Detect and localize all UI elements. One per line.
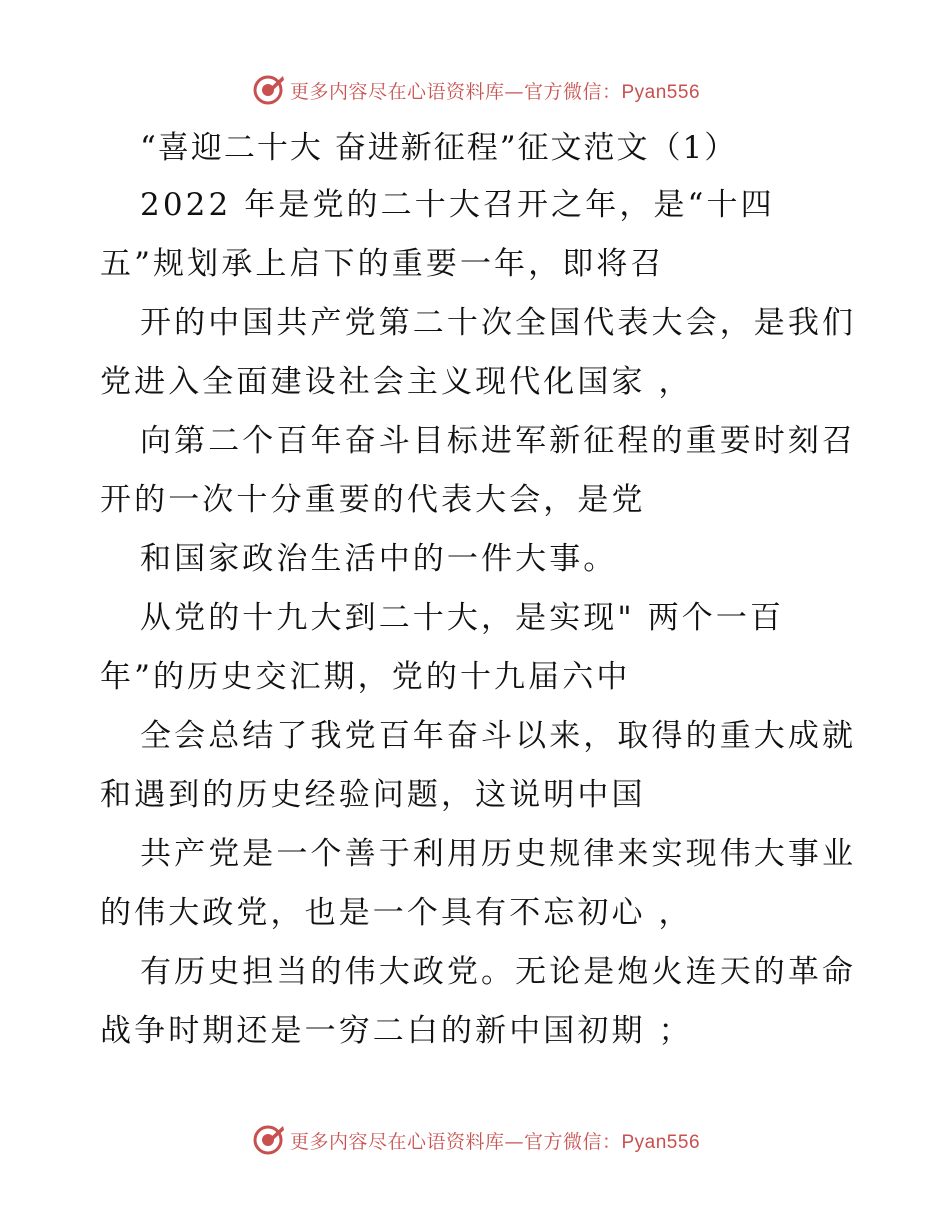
body-line: 党进入全面建设社会主义现代化国家 ，: [100, 364, 693, 400]
body-line: 战争时期还是一穷二白的新中国初期 ；: [100, 1013, 693, 1049]
banner-text: 更多内容尽在心语资料库—官方微信：Pyan556: [289, 80, 701, 103]
wechat-id: Pyan556: [621, 81, 701, 103]
document-title: “喜迎二十大 奋进新征程”征文范文（1）: [140, 130, 738, 166]
body-line: 和国家政治生活中的一件大事。: [140, 541, 618, 577]
body-line: 年”的历史交汇期，党的十九届六中: [100, 659, 631, 695]
body-line: 五”规划承上启下的重要一年，即将召: [100, 246, 665, 282]
body-line: 2022 年是党的二十大召开之年，是“十四: [140, 187, 775, 223]
body-line: 开的一次十分重要的代表大会，是党: [100, 482, 646, 518]
body-line: 全会总结了我党百年奋斗以来，取得的重大成就: [140, 718, 857, 754]
footer-banner: [0, 1120, 950, 1160]
banner-text: 更多内容尽在心语资料库—官方微信：Pyan556: [289, 1130, 701, 1153]
body-line: 的伟大政党，也是一个具有不忘初心 ，: [100, 895, 693, 931]
body-line: 向第二个百年奋斗目标进军新征程的重要时刻召: [140, 423, 857, 459]
header-banner: [0, 70, 950, 110]
wechat-id: Pyan556: [621, 1131, 701, 1153]
body-line: 和遇到的历史经验问题，这说明中国: [100, 777, 646, 813]
body-line: 有历史担当的伟大政党。无论是炮火连天的革命: [140, 954, 857, 990]
logo-icon: [250, 1122, 286, 1158]
logo-icon: [250, 72, 286, 108]
body-line: 从党的十九大到二十大，是实现" 两个一百: [140, 600, 785, 636]
body-line: 共产党是一个善于利用历史规律来实现伟大事业: [140, 836, 857, 872]
body-line: 开的中国共产党第二十次全国代表大会，是我们: [140, 305, 857, 341]
